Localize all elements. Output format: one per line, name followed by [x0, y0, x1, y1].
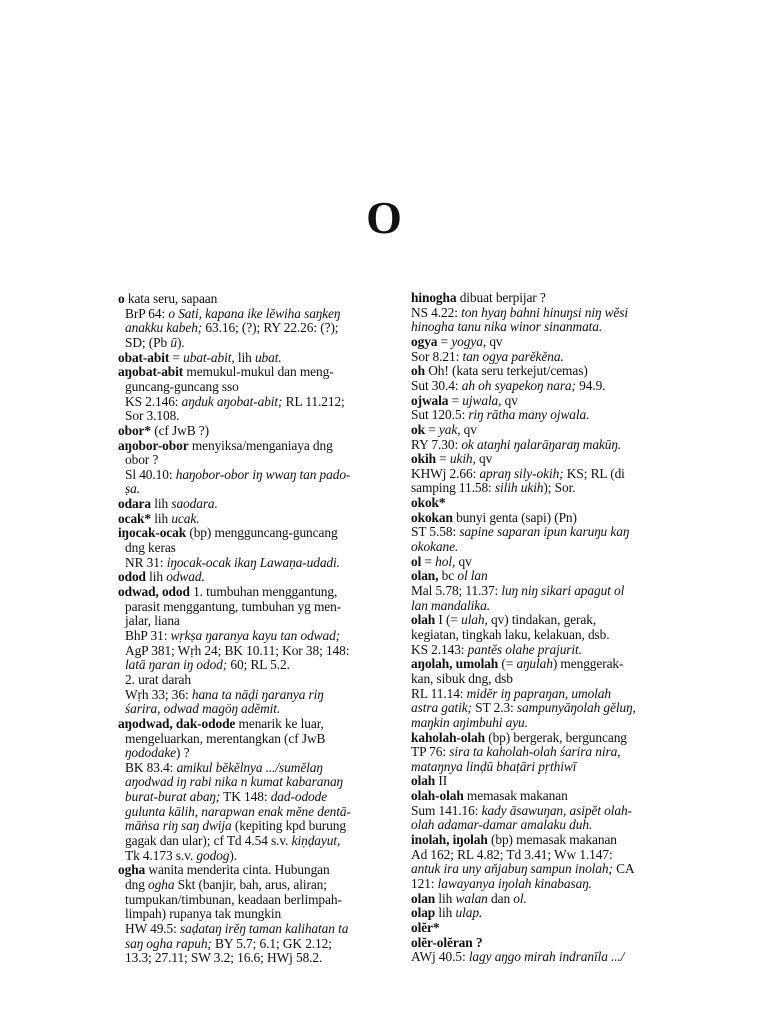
citation-text: lawayanya iŋolah kinabasaŋ. [437, 876, 592, 891]
definition-text: ) ? [176, 745, 190, 761]
definition-text: ). [229, 847, 237, 863]
definition-text: Wṛh 33; 36: [125, 686, 192, 702]
definition-text: KS 2.146: [125, 393, 182, 409]
definition-text: qv [501, 392, 518, 408]
citation-text: ulap. [455, 905, 483, 921]
citation-text: kiṇḍayut, [291, 833, 341, 849]
definition-text: bunyi genta (sapi) (Pn) [452, 509, 577, 525]
entry-line [125, 936, 332, 951]
entry-line [118, 350, 282, 365]
entry-line [125, 394, 345, 409]
definition-text: = [437, 333, 452, 349]
entry-line [118, 291, 217, 306]
entry-line [411, 290, 546, 305]
entry-line [411, 935, 482, 950]
definition-text: kan, sibuk dng, dsb [411, 670, 513, 686]
definition-text: RL 11.14: [411, 685, 467, 701]
citation-text: gulunta kālih, narapwan enak mĕne dentā- [125, 803, 351, 819]
headword: aŋodwad, dak-odode [118, 715, 236, 731]
definition-text: ST 2.3: [471, 700, 517, 716]
definition-text: TP 76: [411, 744, 450, 760]
entry-line [125, 408, 179, 423]
definition-text: RY 7.30: [411, 436, 462, 452]
definition-text: dan [487, 890, 514, 906]
definition-text: (cf JwB ?) [150, 422, 210, 438]
citation-text: māṅsa riŋ saŋ dwija [125, 818, 232, 834]
entry-line [125, 672, 191, 687]
definition-text: obor ? [125, 452, 159, 468]
definition-text: BY 5.7; 6.1; GK 2.12; [211, 935, 332, 951]
definition-text: NS 4.22: [411, 304, 462, 320]
definition-text: qv [455, 553, 472, 569]
entry-line [125, 950, 322, 965]
entry-line [125, 599, 341, 614]
entry-line [411, 583, 624, 598]
entry-line [411, 700, 636, 715]
headword: aŋobor-obor [118, 437, 189, 453]
definition-text: I (= [435, 612, 462, 628]
citation-text: walan [455, 890, 488, 906]
definition-text: samping 11.58: [411, 480, 495, 496]
entry-line [411, 876, 592, 891]
headword: obat-abit [118, 349, 170, 365]
definition-text: BrP 64: [125, 305, 169, 321]
headword: inolah, iŋolah [411, 832, 488, 848]
definition-text: Sut 120.5: [411, 407, 469, 423]
headword: ogya [411, 333, 438, 349]
entry-line [411, 451, 492, 466]
citation-text: ubat-abit, [183, 349, 235, 365]
headword: okok* [411, 495, 446, 511]
citation-text: ṣa. [125, 481, 140, 497]
entry-line [411, 510, 577, 525]
citation-text: riŋ rātha many ojwala. [468, 407, 590, 423]
entry-line [411, 524, 629, 539]
citation-text: ucak. [171, 510, 200, 526]
citation-text: antuk ira uny aňjabuŋ sampun inolah; [411, 861, 613, 877]
definition-text: wanita menderita cinta. Hubungan [145, 862, 330, 878]
citation-text: olah adamar-damar amalaku duh. [411, 817, 593, 833]
entry-line [125, 833, 340, 848]
definition-text: lih [234, 349, 255, 365]
entry-line [125, 613, 180, 628]
definition-text: 63.16; (?); RY 22.26: (?); [202, 320, 339, 336]
entry-line [411, 759, 576, 774]
definition-text: II [435, 773, 448, 789]
definition-text: (bp) mengguncang-guncang [186, 525, 338, 541]
entry-line [125, 774, 343, 789]
definition-text: menyiksa/menganiaya dng [188, 437, 333, 453]
citation-text: odwad. [166, 569, 205, 585]
headword: okih [411, 451, 436, 467]
definition-text: AWj 40.5: [411, 949, 469, 965]
citation-text: śarira, odwad magöŋ adĕmit. [125, 701, 281, 717]
citation-text: sapine saparan ipun karuŋu kaŋ [459, 524, 630, 540]
definition-text: Oh! (kata seru terkejut/cemas) [424, 363, 588, 379]
entry-line [118, 584, 337, 599]
entry-line [411, 949, 624, 964]
citation-text: yogya, [451, 333, 487, 349]
definition-text: lih [150, 496, 172, 512]
entry-line [411, 305, 628, 320]
definition-text: tumpukan/timbunan, keadaan berlimpah- [125, 891, 342, 907]
entry-line [411, 363, 588, 378]
headword: olĕr-olĕran ? [411, 934, 483, 950]
entry-line [118, 716, 324, 731]
definition-text: Sum 141.16: [411, 802, 482, 818]
headword: kaholah-olah [411, 729, 485, 745]
citation-text: ujwala, [462, 392, 502, 408]
definition-text: Skt (banjir, bah, arus, aliran; [174, 877, 327, 892]
citation-text: ogha [148, 877, 175, 892]
entry-line [125, 628, 340, 643]
citation-text: tan ogya parĕkĕna. [462, 348, 564, 364]
citation-text: ulah, [461, 612, 488, 628]
entry-line [411, 437, 621, 452]
definition-text: dibuat berpijar ? [456, 290, 546, 305]
entry-line [411, 715, 528, 730]
entry-line [125, 906, 281, 921]
definition-text: limpah) rupanya tak mungkin [125, 906, 282, 922]
entry-line [411, 554, 472, 569]
citation-text: astra gatik; [411, 700, 472, 716]
entry-line [411, 832, 617, 847]
citation-text: lan mandalika. [411, 597, 490, 613]
definition-text: (= [498, 656, 517, 672]
definition-text: = [421, 553, 436, 569]
citation-text: ton hyaŋ bahni hinuŋsi niŋ wĕsi [461, 304, 628, 320]
citation-text: wṛkṣa ŋaranya kayu tan odwad; [170, 627, 341, 643]
definition-text: kata seru, sapaan [124, 291, 218, 306]
entry-line [118, 511, 199, 526]
definition-text: ST 5.58: [411, 524, 460, 540]
entry-line [125, 540, 176, 555]
entry-line [125, 921, 348, 936]
headword: hinogha [411, 290, 457, 305]
headword: ogha [118, 862, 146, 878]
citation-text: ubat. [254, 349, 282, 365]
definition-text: BK 83.4: [125, 759, 177, 775]
headword: oh [411, 363, 425, 379]
definition-text: kegiatan, tingkah laku, kelakuan, dsb. [411, 626, 610, 642]
entry-line [125, 306, 340, 321]
entry-line [411, 891, 527, 906]
definition-text: = [435, 451, 450, 467]
definition-text: NR 31: [125, 554, 167, 570]
headword: olah [411, 612, 436, 628]
definition-text: RL 11.212; [282, 393, 345, 409]
entry-line [411, 730, 627, 745]
definition-text: bc [438, 568, 458, 584]
citation-text: ok ataŋhi ŋalarāŋaraŋ makūŋ. [461, 436, 621, 452]
headword: olah-olah [411, 788, 464, 804]
definition-text: 13.3; 27.11; SW 3.2; 16.6; HWj 58.2. [125, 950, 323, 966]
definition-text: = [424, 421, 439, 437]
citation-text: ū [170, 334, 177, 350]
entry-line [125, 818, 346, 833]
entry-line [125, 335, 185, 350]
headword: iŋocak-ocak [118, 525, 187, 541]
entry-line [411, 861, 635, 876]
definition-text: lih [145, 569, 167, 585]
citation-text: ol. [513, 890, 527, 906]
citation-text: lagy aŋgo mirah indranīla .../ [468, 949, 625, 965]
definition-text: lih [435, 890, 456, 906]
definition-text: lih [150, 510, 172, 526]
entry-line [411, 788, 568, 803]
entry-line [411, 495, 445, 510]
entry-line [125, 657, 290, 672]
citation-text: pantĕs olahe prajurit. [467, 641, 582, 657]
definition-text: Sl 40.10: [125, 466, 176, 482]
entry-line [125, 643, 349, 658]
entry-line [411, 686, 611, 701]
definition-text: parasit menggantung, tumbuhan yg men- [125, 598, 342, 614]
entry-line [411, 407, 589, 422]
citation-text: anakku kabeh; [125, 320, 203, 336]
entry-line [118, 364, 334, 379]
definition-text: SD; (Pb [125, 334, 171, 350]
entry-line [125, 745, 189, 760]
citation-text: hol, [435, 553, 456, 569]
headword: o [118, 291, 125, 306]
definition-text: ) menggerak- [552, 656, 624, 672]
headword: olĕr* [411, 919, 440, 935]
entry-line [125, 804, 351, 819]
citation-text: ah oh syapekoŋ nara; [461, 377, 576, 393]
citation-text: o Sati, kapana ike lĕwiha saŋkeŋ [168, 305, 341, 321]
definition-text: 1. tumbuhan menggantung, [189, 584, 338, 599]
citation-text: iŋocak-ocak ikaŋ Lawaṇa-udadi. [166, 554, 340, 570]
definition-text: qv [486, 333, 503, 349]
definition-text: qv) tindakan, gerak, [487, 612, 597, 628]
citation-text: mataŋnya linḍū bhaṭāri pṛthiwī [411, 758, 577, 774]
citation-text: saodara. [171, 496, 218, 512]
headword: olap [411, 905, 436, 921]
entry-line [411, 920, 440, 935]
citation-text: aŋodwad iŋ rabi nika n kumat kabaranaŋ [125, 774, 343, 790]
headword: odara [118, 496, 151, 512]
entry-line [411, 334, 503, 349]
entry-line [411, 847, 613, 862]
definition-text: KHWj 2.66: [411, 465, 480, 481]
entry-line [411, 539, 458, 554]
entry-line [411, 480, 575, 495]
citation-text: kady āsawuŋan, asipĕt olah- [481, 802, 632, 818]
citation-text: saŋ ogha rapuh; [125, 935, 212, 951]
definition-text: KS; RL (di [563, 465, 625, 481]
headword: odod [118, 569, 146, 585]
entry-line [411, 642, 582, 657]
citation-text: sira ta kaholah-olah śarira nira, [449, 744, 621, 760]
entry-line [125, 848, 237, 863]
definition-text: menarik ke luar, [235, 715, 324, 731]
definition-text: CA [612, 861, 635, 877]
entry-line [411, 378, 605, 393]
entry-line [411, 393, 518, 408]
citation-text: yak, [438, 421, 461, 437]
entry-line [411, 349, 564, 364]
entry-line [125, 731, 325, 746]
entry-line [118, 525, 338, 540]
entry-line [411, 612, 596, 627]
definition-text: BhP 31: [125, 627, 171, 643]
definition-text: memasak makanan [463, 788, 568, 804]
entry-line [118, 423, 209, 438]
citation-text: hinogha tanu nika winor sinanmata. [411, 319, 603, 335]
citation-text: maŋkin aŋimbuhi ayu. [411, 714, 528, 730]
entry-line [118, 438, 333, 453]
citation-text: dad-odode [270, 789, 328, 805]
definition-text: jalar, liana [125, 613, 180, 629]
definition-text: mengeluarkan, merentangkan (cf JwB [125, 730, 326, 746]
definition-text: (bp) memasak makanan [487, 832, 617, 848]
entry-line [125, 687, 324, 702]
entry-line [125, 760, 323, 775]
citation-text: aŋulah [516, 656, 553, 672]
definition-text: ). [176, 334, 185, 350]
citation-text: saḍataŋ irĕŋ taman kalihatan ta [180, 920, 349, 936]
citation-text: sampunyāŋolah gĕluŋ, [516, 700, 636, 716]
citation-text: latā ŋaran iŋ odod; [125, 657, 228, 673]
definition-text: gagak dan ular); cf Td 4.54 s.v. [125, 833, 292, 849]
entry-line [411, 744, 620, 759]
section-letter: O [366, 192, 402, 243]
entry-line [125, 555, 340, 570]
definition-text: ); Sor. [543, 480, 576, 496]
headword: olan, [411, 568, 439, 584]
entry-line [411, 568, 488, 583]
definition-text: 2. urat darah [125, 671, 191, 687]
entry-line [125, 452, 158, 467]
citation-text: okokane. [411, 539, 459, 555]
entry-line [118, 862, 330, 877]
definition-text: 94.9. [575, 377, 606, 393]
entry-line [411, 817, 592, 832]
entry-line [118, 569, 205, 584]
definition-text: (bp) bergerak, berguncang [484, 729, 627, 745]
citation-text: ol lan [457, 568, 488, 584]
entry-line [125, 467, 350, 482]
entry-line [411, 803, 632, 818]
entry-line [411, 905, 482, 920]
citation-text: silih ukih [494, 480, 544, 496]
citation-text: aŋduk aŋobat-abit; [181, 393, 283, 409]
entry-line [411, 627, 610, 642]
entry-line [125, 892, 342, 907]
definition-text: AgP 381; Wṛh 24; BK 10.11; Kor 38; 148: [125, 642, 350, 658]
citation-text: ŋododake [125, 745, 177, 761]
definition-text: dng keras [125, 540, 176, 556]
definition-text: Tk 4.173 s.v. [125, 847, 197, 863]
definition-text: guncang-guncang sso [125, 378, 239, 394]
headword: ocak* [118, 510, 151, 526]
entry-line [411, 422, 477, 437]
entry-line [125, 379, 239, 394]
definition-text: 121: [411, 876, 438, 891]
definition-text: HW 49.5: [125, 920, 181, 936]
definition-text: qv [460, 421, 477, 437]
definition-text: = [448, 392, 463, 408]
entry-line [411, 773, 447, 788]
definition-text: KS 2.143: [411, 641, 468, 657]
citation-text: burat-burat abaŋ; [125, 789, 221, 805]
headword: aŋolah, umolah [411, 656, 499, 672]
headword: aŋobat-abit [118, 364, 184, 380]
entry-line [411, 319, 602, 334]
definition-text: Sut 30.4: [411, 377, 462, 393]
citation-text: godog [196, 847, 230, 863]
definition-text: memukul-mukul dan meng- [183, 364, 334, 380]
definition-text: = [169, 349, 184, 365]
entry-line [411, 466, 625, 481]
headword: olah [411, 773, 436, 789]
entry-line [411, 598, 490, 613]
entry-line [125, 481, 140, 496]
citation-text: ukih, [449, 451, 476, 467]
entry-line [411, 656, 623, 671]
citation-text: midĕr iŋ papraŋan, umolah [466, 685, 611, 701]
definition-text: Mal 5.78; 11.37: [411, 583, 502, 598]
headword: ok [411, 421, 425, 437]
citation-text: apraŋ sily-okih; [479, 465, 564, 481]
entry-line [125, 320, 338, 335]
entry-line [118, 496, 218, 511]
citation-text: luŋ niŋ sikari apagut ol [501, 583, 625, 598]
headword: ojwala [411, 392, 449, 408]
headword: obor* [118, 422, 151, 438]
citation-text: hana ta nāḍi ŋaranya riŋ [191, 686, 324, 702]
citation-text: amikul bĕkĕlnya .../sumĕlaŋ [176, 759, 323, 775]
headword: ol [411, 553, 422, 569]
entry-line [125, 877, 327, 892]
citation-text: haŋobor-obor iŋ wwaŋ tan pado- [175, 466, 351, 482]
headword: olan [411, 890, 436, 906]
headword: odwad, odod [118, 584, 190, 599]
definition-text: Ad 162; RL 4.82; Td 3.41; Ww 1.147: [411, 846, 613, 862]
definition-text: 60; RL 5.2. [227, 657, 290, 673]
definition-text: Sor 3.108. [125, 408, 180, 424]
headword: okokan [411, 509, 453, 525]
definition-text: qv [475, 451, 493, 467]
definition-text: TK 148: [220, 789, 271, 805]
definition-text: lih [435, 905, 456, 921]
entry-line [411, 671, 513, 686]
definition-text: dng [125, 877, 149, 892]
entry-line [125, 701, 280, 716]
definition-text: (kepiting kpd burung [231, 818, 346, 834]
entry-line [125, 789, 327, 804]
definition-text: Sor 8.21: [411, 348, 463, 364]
